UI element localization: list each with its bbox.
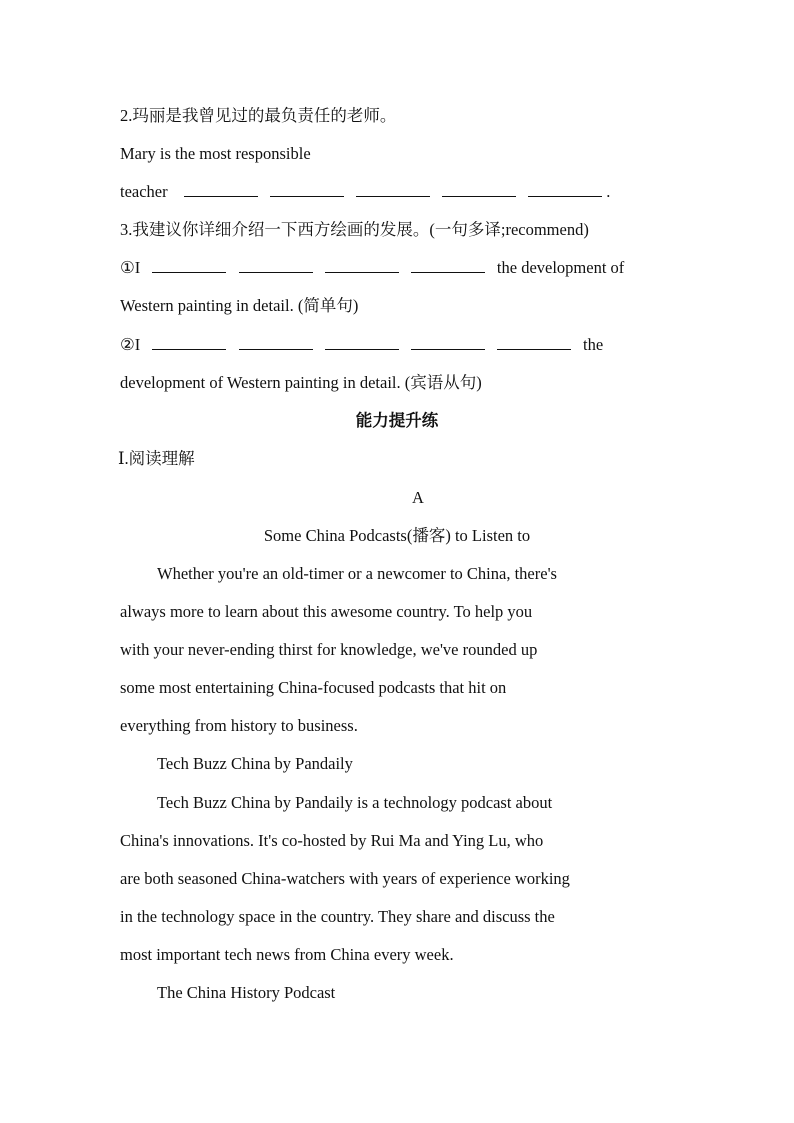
answer-blank[interactable] bbox=[411, 258, 485, 273]
q2-line2 bbox=[120, 181, 610, 203]
answer-blank[interactable] bbox=[184, 182, 258, 197]
answer-blank[interactable] bbox=[411, 335, 485, 350]
q3-option2-line1 bbox=[120, 334, 603, 356]
q3-option2-line2: development of Western painting in detail. (宾语从句) bbox=[120, 373, 482, 392]
q3-option1-after: the development of bbox=[496, 258, 625, 277]
item1-body-line: most important tech news from China every week. bbox=[120, 945, 454, 964]
answer-blank[interactable] bbox=[356, 182, 430, 197]
answer-blank[interactable] bbox=[325, 258, 399, 273]
answer-blank[interactable] bbox=[152, 258, 226, 273]
intro-line: everything from history to business. bbox=[120, 716, 358, 735]
intro-line: Whether you're an old-timer or a newcomer to China, there's bbox=[157, 564, 557, 583]
passage-title: Some China Podcasts(播客) to Listen to bbox=[263, 526, 531, 545]
q2-line2-start: teacher bbox=[120, 182, 168, 201]
answer-blank[interactable] bbox=[442, 182, 516, 197]
q2-line1: Mary is the most responsible bbox=[120, 144, 311, 163]
item1-body-line: China's innovations. It's co-hosted by Rui Ma and Ying Lu, who bbox=[120, 831, 544, 850]
answer-blank[interactable] bbox=[270, 182, 344, 197]
q3-option2-after: the bbox=[583, 335, 604, 354]
answer-blank[interactable] bbox=[152, 335, 226, 350]
q3-option1-line2: Western painting in detail. (简单句) bbox=[120, 296, 359, 315]
passage-label: A bbox=[412, 488, 424, 507]
answer-blank[interactable] bbox=[239, 258, 313, 273]
intro-line: always more to learn about this awesome country. To help you bbox=[120, 602, 533, 621]
subsection-title: Ⅰ.阅读理解 bbox=[118, 449, 195, 468]
q3-option1-start: ①I bbox=[120, 258, 141, 277]
item1-body-line: are both seasoned China-watchers with years of experience working bbox=[120, 869, 570, 888]
answer-blank[interactable] bbox=[528, 182, 602, 197]
q3-prompt: 3.我建议你详细介绍一下西方绘画的发展。(一句多译;recommend) bbox=[120, 220, 589, 239]
item1-title: Tech Buzz China by Pandaily bbox=[157, 754, 353, 773]
q2-prompt: 2.玛丽是我曾见过的最负责任的老师。 bbox=[120, 106, 397, 125]
section-title: 能力提升练 bbox=[355, 411, 439, 430]
q3-option2-start: ②I bbox=[120, 335, 141, 354]
answer-blank[interactable] bbox=[239, 335, 313, 350]
intro-line: with your never-ending thirst for knowledge, we've rounded up bbox=[120, 640, 538, 659]
item1-body-line: Tech Buzz China by Pandaily is a technology podcast about bbox=[157, 793, 553, 812]
intro-line: some most entertaining China-focused podcasts that hit on bbox=[120, 678, 507, 697]
answer-blank[interactable] bbox=[497, 335, 571, 350]
q2-line2-end: . bbox=[606, 182, 611, 201]
item2-title: The China History Podcast bbox=[157, 983, 336, 1002]
item1-body-line: in the technology space in the country. They share and discuss the bbox=[120, 907, 555, 926]
answer-blank[interactable] bbox=[325, 335, 399, 350]
q3-option1-line1 bbox=[120, 257, 624, 279]
